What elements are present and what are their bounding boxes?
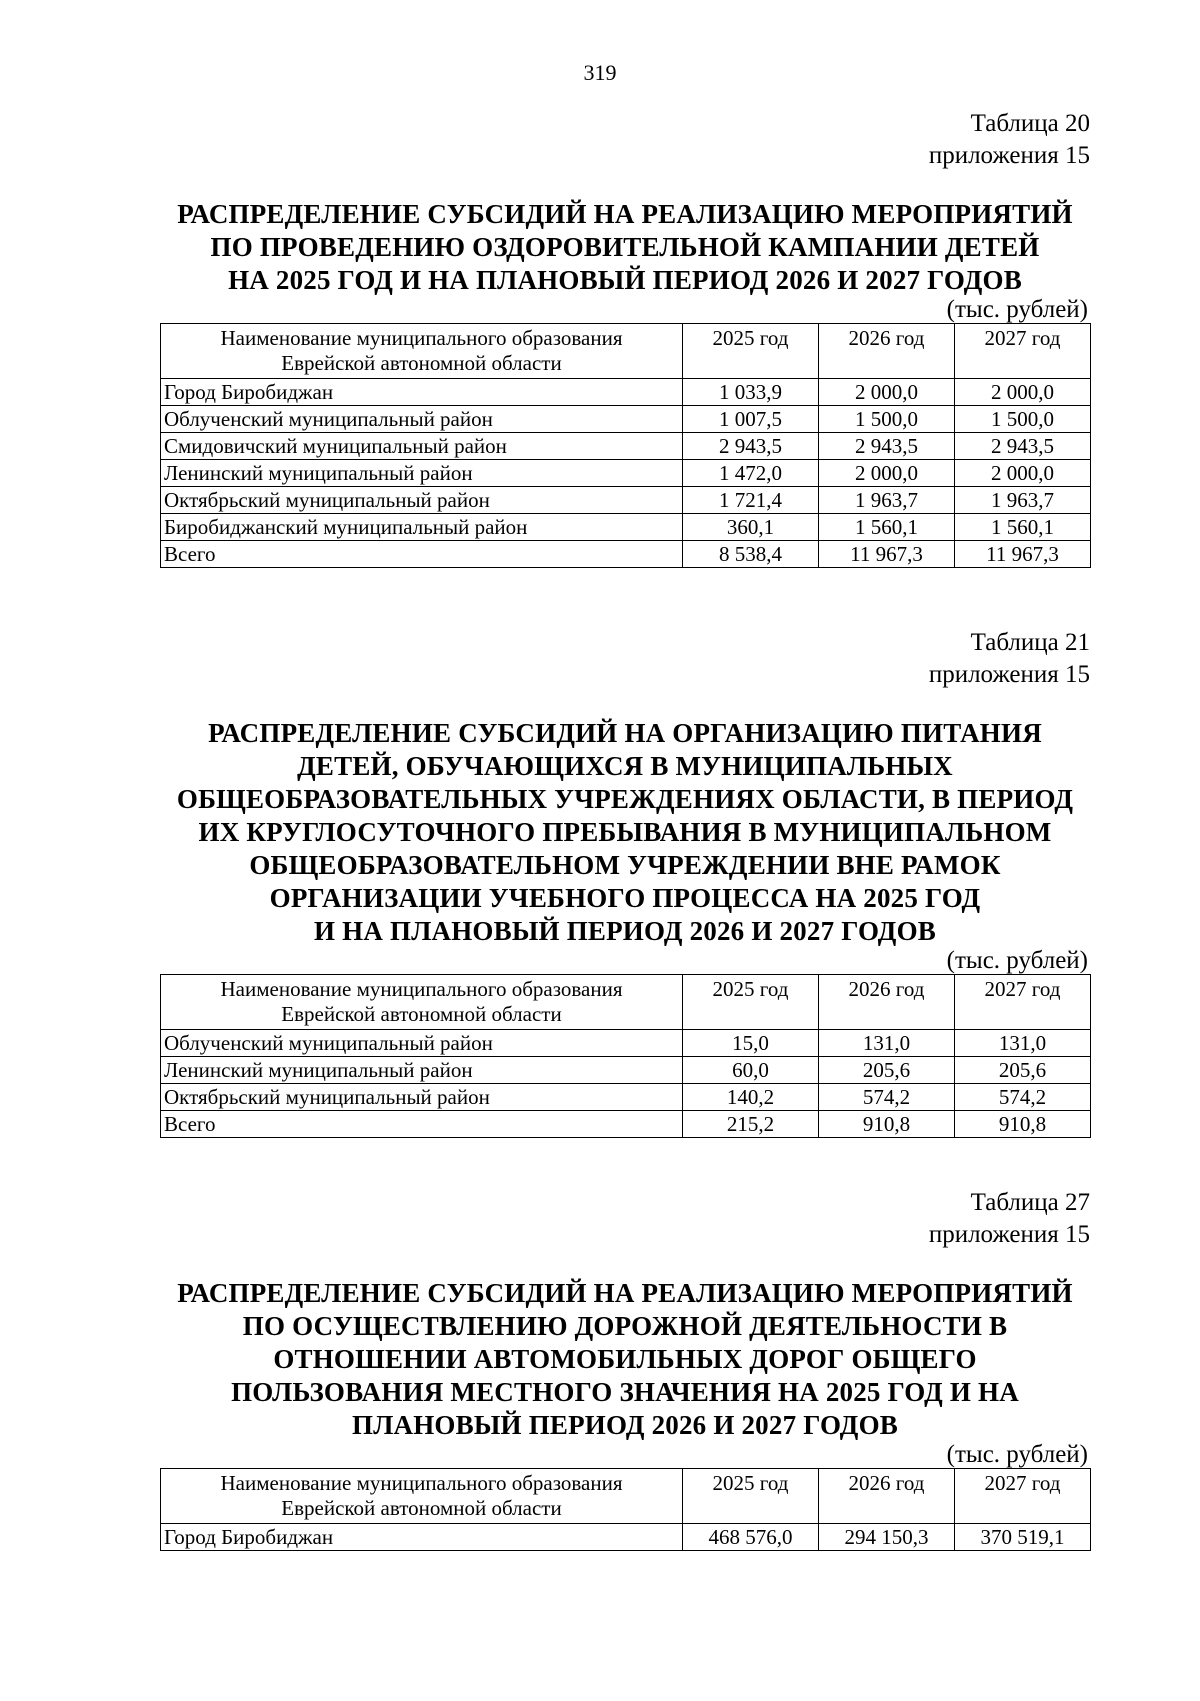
value-2025-cell: 360,1 (683, 514, 819, 541)
table-caption-number: Таблица 27 (970, 1189, 1090, 1216)
header-municipality-line1: Наименование муниципального образования (220, 977, 623, 1001)
value-2026-cell: 294 150,3 (819, 1524, 955, 1551)
table-row (161, 379, 1091, 406)
header-2025: 2025 год (683, 324, 819, 379)
table-title-line: ДЕТЕЙ, ОБУЧАЮЩИХСЯ В МУНИЦИПАЛЬНЫХ (297, 751, 953, 781)
total-2025-cell: 8 538,4 (683, 541, 819, 568)
data-table (160, 323, 1091, 568)
table-title-line: НА 2025 ГОД И НА ПЛАНОВЫЙ ПЕРИОД 2026 И 2027 ГОДОВ (228, 265, 1022, 295)
value-2027-cell: 1 560,1 (955, 514, 1091, 541)
total-2026-cell: 11 967,3 (819, 541, 955, 568)
table-title-line: РАСПРЕДЕЛЕНИЕ СУБСИДИЙ НА РЕАЛИЗАЦИЮ МЕРОПРИЯТИЙ (177, 199, 1073, 229)
table-21-section (160, 627, 1090, 1138)
header-municipality-line2: Еврейской автономной области (281, 1002, 562, 1026)
value-2026-cell: 574,2 (819, 1084, 955, 1111)
value-2027-cell: 574,2 (955, 1084, 1091, 1111)
table-caption (160, 627, 1090, 691)
header-2025: 2025 год (683, 975, 819, 1030)
table-row (161, 1524, 1091, 1551)
municipality-cell: Облученский муниципальный район (161, 1030, 683, 1057)
table-total-row (161, 1111, 1091, 1138)
value-2025-cell: 2 943,5 (683, 433, 819, 460)
table-title (160, 717, 1090, 948)
table-title-line: ИХ КРУГЛОСУТОЧНОГО ПРЕБЫВАНИЯ В МУНИЦИПАЛЬНОМ (198, 817, 1052, 847)
header-2025: 2025 год (683, 1469, 819, 1524)
header-municipality-line1: Наименование муниципального образования (220, 1471, 623, 1495)
table-27-section (160, 1187, 1090, 1551)
table-title (160, 1277, 1090, 1442)
value-2027-cell: 370 519,1 (955, 1524, 1091, 1551)
total-2025-cell: 215,2 (683, 1111, 819, 1138)
value-2026-cell: 205,6 (819, 1057, 955, 1084)
municipality-cell: Облученский муниципальный район (161, 406, 683, 433)
data-table (160, 1468, 1091, 1551)
table-row (161, 1084, 1091, 1111)
value-2025-cell: 60,0 (683, 1057, 819, 1084)
table-caption (160, 1187, 1090, 1251)
value-2026-cell: 131,0 (819, 1030, 955, 1057)
header-municipality-line2: Еврейской автономной области (281, 1496, 562, 1520)
table-row (161, 1057, 1091, 1084)
table-header-row (161, 975, 1091, 1030)
table-title-line: ОБЩЕОБРАЗОВАТЕЛЬНОМ УЧРЕЖДЕНИИ ВНЕ РАМОК (249, 850, 1001, 880)
value-2026-cell: 1 963,7 (819, 487, 955, 514)
value-2027-cell: 1 963,7 (955, 487, 1091, 514)
table-title (160, 198, 1090, 297)
total-label-cell: Всего (161, 541, 683, 568)
value-2026-cell: 2 943,5 (819, 433, 955, 460)
data-table (160, 974, 1091, 1138)
header-2027: 2027 год (955, 1469, 1091, 1524)
header-municipality-line1: Наименование муниципального образования (220, 326, 623, 350)
table-caption-number: Таблица 21 (970, 629, 1090, 656)
value-2025-cell: 1 007,5 (683, 406, 819, 433)
municipality-cell: Ленинский муниципальный район (161, 460, 683, 487)
value-2026-cell: 2 000,0 (819, 379, 955, 406)
header-2026: 2026 год (819, 975, 955, 1030)
municipality-cell: Октябрьский муниципальный район (161, 1084, 683, 1111)
table-caption-number: Таблица 20 (970, 110, 1090, 137)
table-row (161, 460, 1091, 487)
header-municipality (161, 975, 683, 1030)
header-2027: 2027 год (955, 324, 1091, 379)
table-caption-appendix: приложения 15 (928, 1221, 1090, 1248)
value-2026-cell: 2 000,0 (819, 460, 955, 487)
municipality-cell: Биробиджанский муниципальный район (161, 514, 683, 541)
table-title-line: ОРГАНИЗАЦИИ УЧЕБНОГО ПРОЦЕССА НА 2025 ГОД (269, 883, 981, 913)
table-title-line: ПО ОСУЩЕСТВЛЕНИЮ ДОРОЖНОЙ ДЕЯТЕЛЬНОСТИ В (242, 1311, 1008, 1341)
value-2027-cell: 1 500,0 (955, 406, 1091, 433)
table-title-line: ОБЩЕОБРАЗОВАТЕЛЬНЫХ УЧРЕЖДЕНИЯХ ОБЛАСТИ, В ПЕРИОД (176, 784, 1074, 814)
value-2027-cell: 131,0 (955, 1030, 1091, 1057)
value-2027-cell: 2 000,0 (955, 460, 1091, 487)
table-caption-appendix: приложения 15 (928, 142, 1090, 169)
table-title-line: ПОЛЬЗОВАНИЯ МЕСТНОГО ЗНАЧЕНИЯ НА 2025 ГОД И НА (231, 1377, 1019, 1407)
municipality-cell: Ленинский муниципальный район (161, 1057, 683, 1084)
header-2027: 2027 год (955, 975, 1091, 1030)
table-row (161, 433, 1091, 460)
value-2025-cell: 1 472,0 (683, 460, 819, 487)
table-header-row (161, 1469, 1091, 1524)
value-2026-cell: 1 500,0 (819, 406, 955, 433)
page-number: 319 (583, 60, 617, 85)
table-row (161, 1030, 1091, 1057)
table-title-line: ОТНОШЕНИИ АВТОМОБИЛЬНЫХ ДОРОГ ОБЩЕГО (273, 1344, 977, 1374)
total-label-cell: Всего (161, 1111, 683, 1138)
units-label: (тыс. рублей) (946, 296, 1088, 323)
header-2026: 2026 год (819, 324, 955, 379)
value-2025-cell: 140,2 (683, 1084, 819, 1111)
table-row (161, 487, 1091, 514)
header-municipality (161, 1469, 683, 1524)
value-2025-cell: 468 576,0 (683, 1524, 819, 1551)
table-title-line: ПЛАНОВЫЙ ПЕРИОД 2026 И 2027 ГОДОВ (352, 1410, 898, 1440)
value-2027-cell: 2 943,5 (955, 433, 1091, 460)
table-title-line: ПО ПРОВЕДЕНИЮ ОЗДОРОВИТЕЛЬНОЙ КАМПАНИИ ДЕТЕЙ (210, 232, 1040, 262)
table-header-row (161, 324, 1091, 379)
header-municipality (161, 324, 683, 379)
value-2027-cell: 205,6 (955, 1057, 1091, 1084)
units-label: (тыс. рублей) (946, 1441, 1088, 1468)
value-2026-cell: 1 560,1 (819, 514, 955, 541)
table-total-row (161, 541, 1091, 568)
municipality-cell: Город Биробиджан (161, 1524, 683, 1551)
value-2027-cell: 2 000,0 (955, 379, 1091, 406)
header-2026: 2026 год (819, 1469, 955, 1524)
municipality-cell: Город Биробиджан (161, 379, 683, 406)
table-caption-appendix: приложения 15 (928, 661, 1090, 688)
table-20-section (160, 108, 1090, 568)
table-title-line: РАСПРЕДЕЛЕНИЕ СУБСИДИЙ НА РЕАЛИЗАЦИЮ МЕРОПРИЯТИЙ (177, 1278, 1073, 1308)
value-2025-cell: 1 721,4 (683, 487, 819, 514)
municipality-cell: Смидовичский муниципальный район (161, 433, 683, 460)
table-title-line: И НА ПЛАНОВЫЙ ПЕРИОД 2026 И 2027 ГОДОВ (314, 916, 936, 946)
table-caption (160, 108, 1090, 172)
municipality-cell: Октябрьский муниципальный район (161, 487, 683, 514)
units-label: (тыс. рублей) (946, 947, 1088, 974)
total-2027-cell: 910,8 (955, 1111, 1091, 1138)
table-row (161, 514, 1091, 541)
total-2027-cell: 11 967,3 (955, 541, 1091, 568)
table-title-line: РАСПРЕДЕЛЕНИЕ СУБСИДИЙ НА ОРГАНИЗАЦИЮ ПИТАНИЯ (208, 718, 1042, 748)
table-row (161, 406, 1091, 433)
total-2026-cell: 910,8 (819, 1111, 955, 1138)
value-2025-cell: 1 033,9 (683, 379, 819, 406)
value-2025-cell: 15,0 (683, 1030, 819, 1057)
header-municipality-line2: Еврейской автономной области (281, 351, 562, 375)
